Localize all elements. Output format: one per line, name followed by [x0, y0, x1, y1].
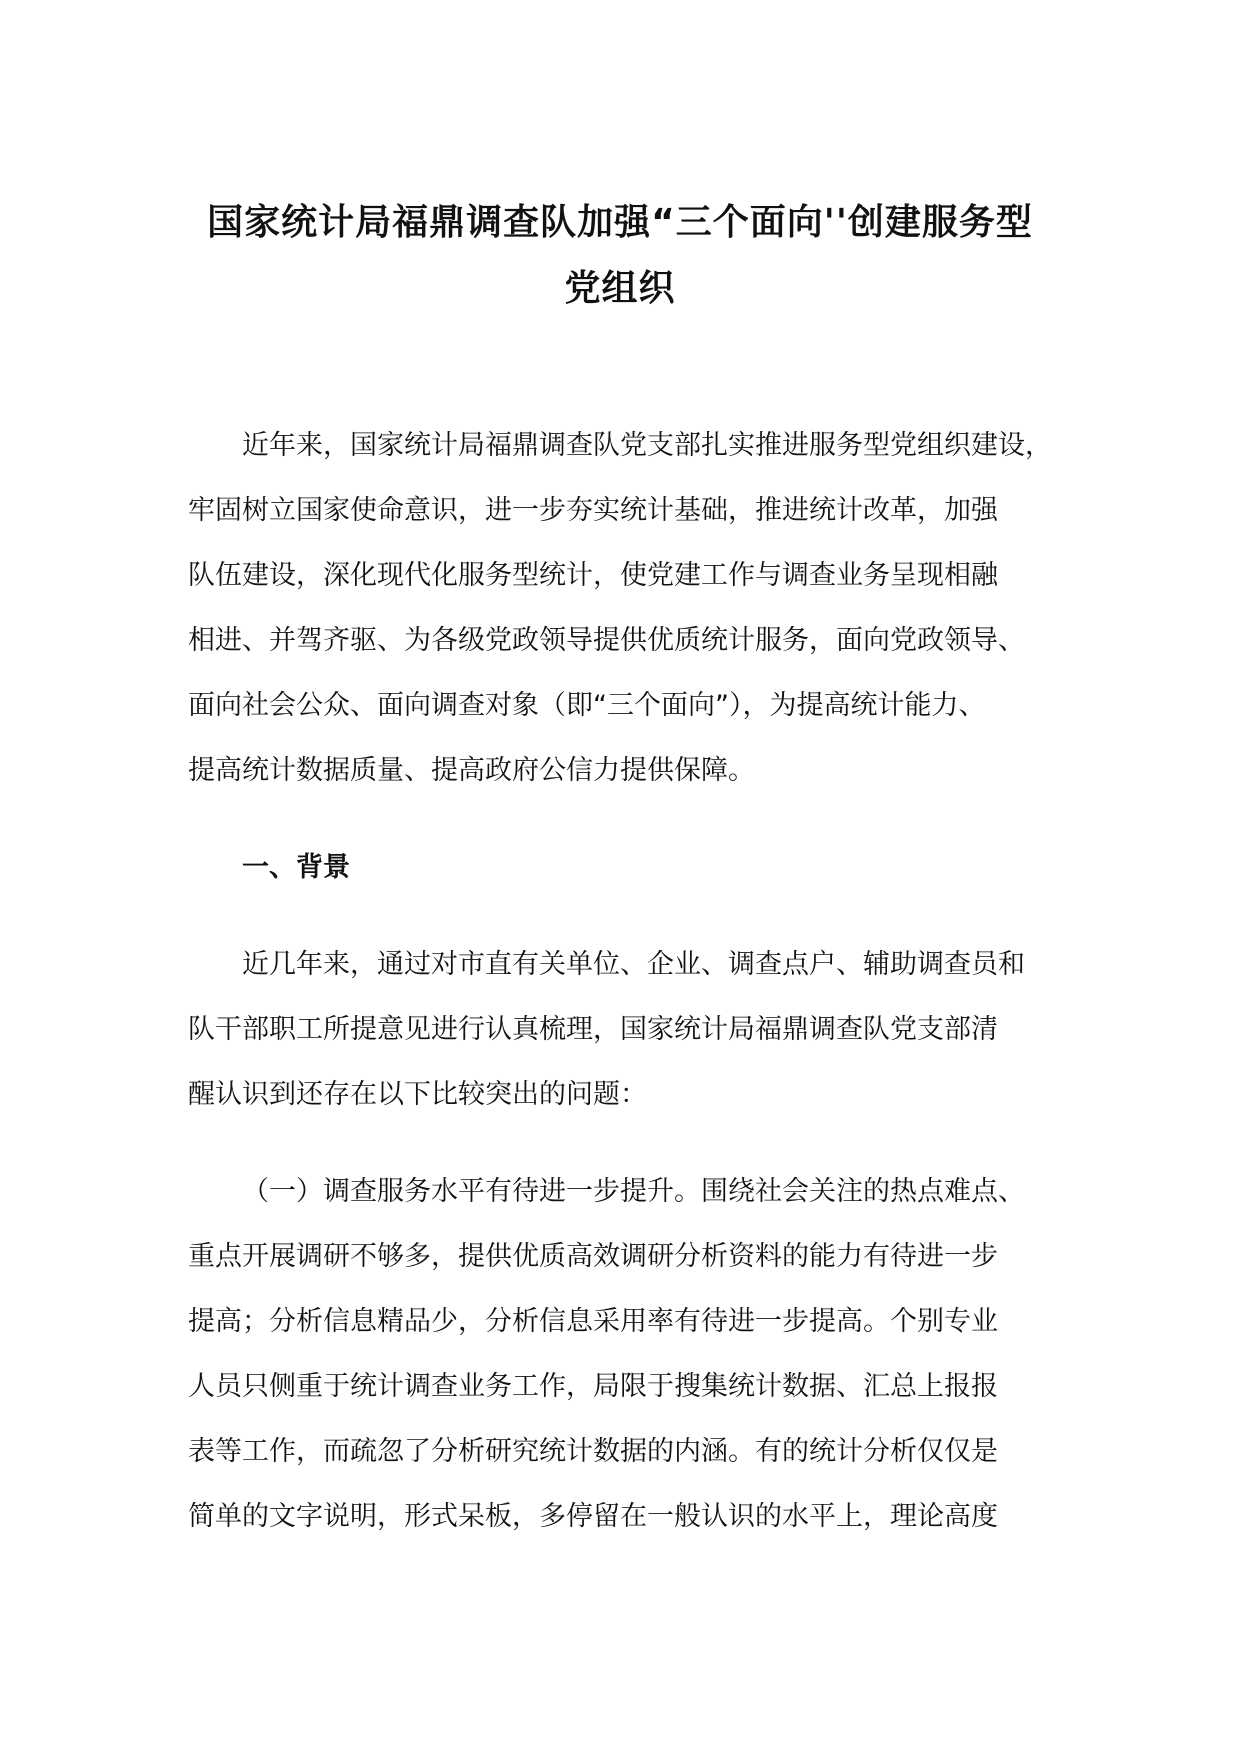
- text-line: 队伍建设，深化现代化服务型统计，使党建工作与调查业务呈现相融: [188, 560, 998, 591]
- text-line: （一）调查服务水平有待进一步提升。围绕社会关注的热点难点、: [242, 1176, 1025, 1207]
- document-body: [188, 413, 1068, 1549]
- text-line: 牢固树立国家使命意识，进一步夯实统计基础，推进统计改革，加强: [188, 495, 998, 526]
- paragraph-spacer: [188, 1127, 1068, 1159]
- text-line: 重点开展调研不够多，提供优质高效调研分析资料的能力有待进一步: [188, 1241, 998, 1272]
- text-line: 醒认识到还存在以下比较突出的问题：: [188, 1079, 647, 1110]
- text-line: 近几年来，通过对市直有关单位、企业、调查点户、辅助调查员和: [242, 949, 1025, 980]
- text-line: 人员只侧重于统计调查业务工作，局限于搜集统计数据、汇总上报报: [188, 1371, 998, 1402]
- title-line-1: 国家统计局福鼎调查队加强“三个面向''创建服务型: [207, 202, 1033, 243]
- text-line: 简单的文字说明，形式呆板，多停留在一般认识的水平上，理论高度: [188, 1501, 998, 1532]
- background-paragraph: [188, 932, 1068, 1127]
- text-line: 队干部职工所提意见进行认真梳理，国家统计局福鼎调查队党支部清: [188, 1014, 998, 1045]
- text-line: 面向社会公众、面向调查对象（即“三个面向”），为提高统计能力、: [188, 690, 986, 721]
- section-heading: 一、背景: [242, 852, 350, 883]
- issue-one-paragraph: [188, 1159, 1068, 1549]
- text-line: 表等工作，而疏忽了分析研究统计数据的内涵。有的统计分析仅仅是: [188, 1436, 998, 1467]
- text-line: 提高统计数据质量、提高政府公信力提供保障。: [188, 755, 755, 786]
- paragraph-spacer: [188, 900, 1068, 932]
- document-title: [150, 190, 1090, 322]
- text-line: 相进、并驾齐驱、为各级党政领导提供优质统计服务，面向党政领导、: [188, 625, 1025, 656]
- title-line-2: 党组织: [564, 268, 676, 309]
- text-line: 近年来，国家统计局福鼎调查队党支部扎实推进服务型党组织建设，: [242, 430, 1052, 461]
- text-line: 提高；分析信息精品少，分析信息采用率有待进一步提高。个别专业: [188, 1306, 998, 1337]
- paragraph-spacer: [188, 803, 1068, 835]
- intro-paragraph: [188, 413, 1068, 803]
